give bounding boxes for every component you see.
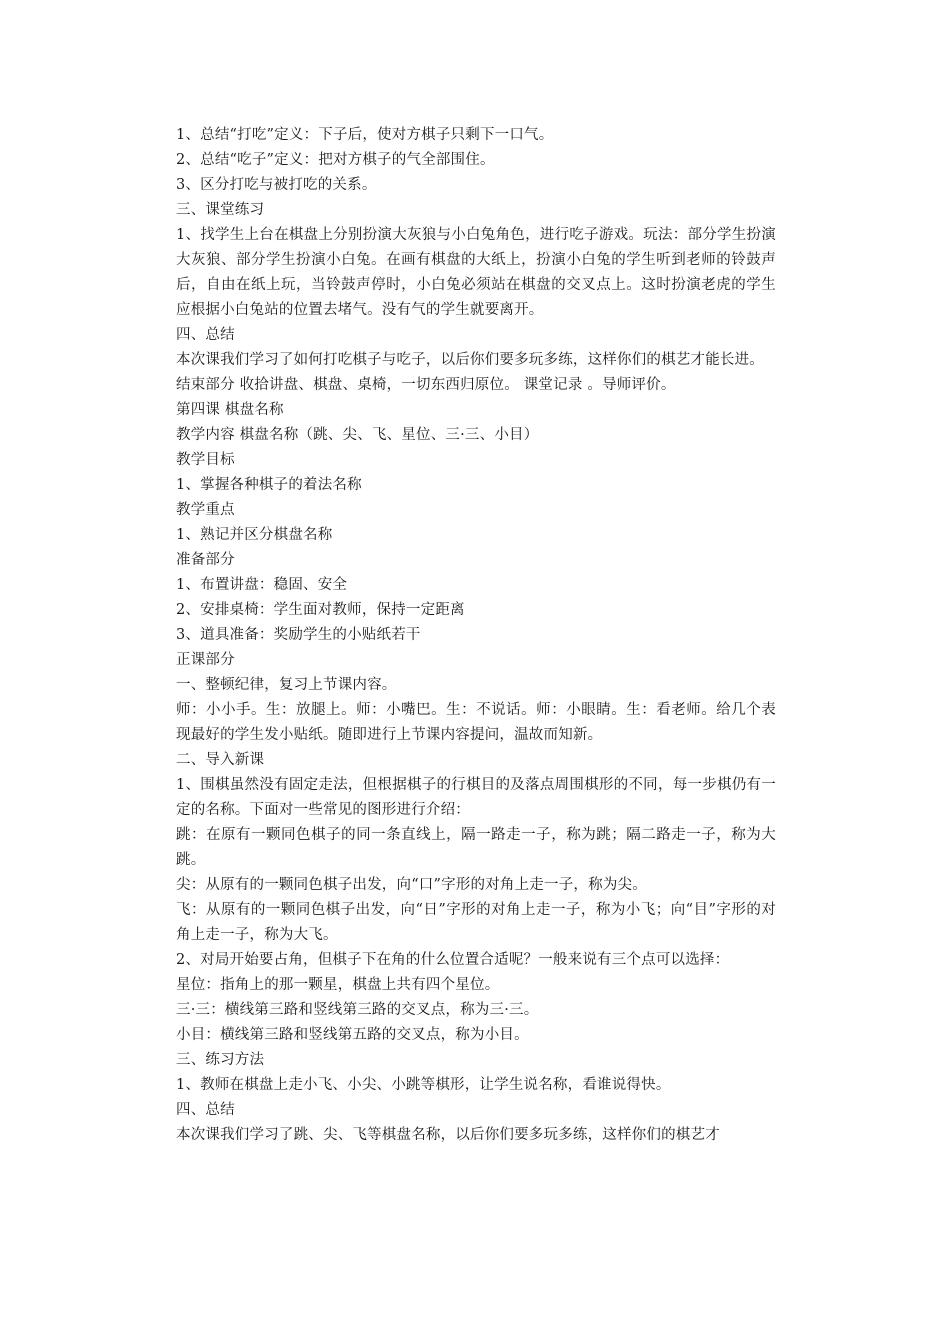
paragraph: 1、围棋虽然没有固定走法，但根据棋子的行棋目的及落点周围棋形的不同，每一步棋仍有一定的名称。下面对一些常见的图形进行介绍： [176,777,776,818]
paragraph: 2、安排桌椅：学生面对教师，保持一定距离 [176,602,465,618]
paragraph: 跳：在原有一颗同色棋子的同一条直线上，隔一路走一子，称为跳；隔二路走一子，称为大跳。 [176,827,776,868]
section-heading: 二、导入新课 [176,752,265,768]
document-body [176,123,776,1148]
paragraph: 2、对局开始要占角，但棋子下在角的什么位置合适呢？一般来说有三个点可以选择： [176,952,730,968]
section-heading: 一、整顿纪律，复习上节课内容。 [176,677,397,693]
section-heading: 准备部分 [176,552,235,568]
section-heading: 四、总结 [176,1102,235,1118]
paragraph: 本次课我们学习了跳、尖、飞等棋盘名称，以后你们要多玩多练，这样你们的棋艺才 [176,1127,720,1143]
section-heading: 教学目标 [176,452,235,468]
paragraph: 3、区分打吃与被打吃的关系。 [176,177,377,193]
section-heading: 正课部分 [176,652,235,668]
paragraph: 本次课我们学习了如何打吃棋子与吃子，以后你们要多玩多练，这样你们的棋艺才能长进。 [176,352,764,368]
section-heading: 三、练习方法 [176,1052,265,1068]
paragraph: 1、总结“打吃”定义：下子后，使对方棋子只剩下一口气。 [176,127,554,143]
paragraph: 星位：指角上的那一颗星，棋盘上共有四个星位。 [176,977,500,993]
section-heading: 教学重点 [176,502,235,518]
paragraph: 尖：从原有的一颗同色棋子出发，向“口”字形的对角上走一子，称为尖。 [176,877,647,893]
paragraph: 3、道具准备：奖励学生的小贴纸若干 [176,627,421,643]
section-heading: 四、总结 [176,327,235,343]
paragraph: 结束部分 收拾讲盘、棋盘、桌椅，一切东西归原位。 课堂记录 。导师评价。 [176,377,676,393]
paragraph: 1、布置讲盘：稳固、安全 [176,577,348,593]
paragraph: 1、掌握各种棋子的着法名称 [176,477,362,493]
paragraph: 三·三：横线第三路和竖线第三路的交叉点，称为三·三。 [176,1002,539,1018]
section-heading: 三、课堂练习 [176,202,265,218]
paragraph: 小目：横线第三路和竖线第五路的交叉点，称为小目。 [176,1027,529,1043]
paragraph: 师：小小手。生：放腿上。师：小嘴巴。生：不说话。师：小眼睛。生：看老师。给几个表现最好的学生发小贴纸。随即进行上节课内容提问，温故而知新。 [176,702,776,743]
paragraph: 1、找学生上台在棋盘上分别扮演大灰狼与小白兔角色，进行吃子游戏。玩法：部分学生扮演大灰狼、部分学生扮演小白兔。在画有棋盘的大纸上，扮演小白兔的学生听到老师的铃鼓声后，自由在纸上玩，当铃鼓声停时，小白兔必须站在棋盘的交叉点上。这时扮演老虎的学生应根据小白兔站的位置去堵气。没有气的学生就要离开。 [176,227,776,318]
paragraph: 1、教师在棋盘上走小飞、小尖、小跳等棋形，让学生说名称，看谁说得快。 [176,1077,671,1093]
paragraph: 2、总结“吃子”定义：把对方棋子的气全部围住。 [176,152,495,168]
paragraph: 1、熟记并区分棋盘名称 [176,527,333,543]
paragraph: 教学内容 棋盘名称（跳、尖、飞、星位、三·三、小目） [176,427,539,443]
lesson-title: 第四课 棋盘名称 [176,402,284,418]
paragraph: 飞：从原有的一颗同色棋子出发，向“日”字形的对角上走一子，称为小飞；向“目”字形的对角上走一子，称为大飞。 [176,902,776,943]
